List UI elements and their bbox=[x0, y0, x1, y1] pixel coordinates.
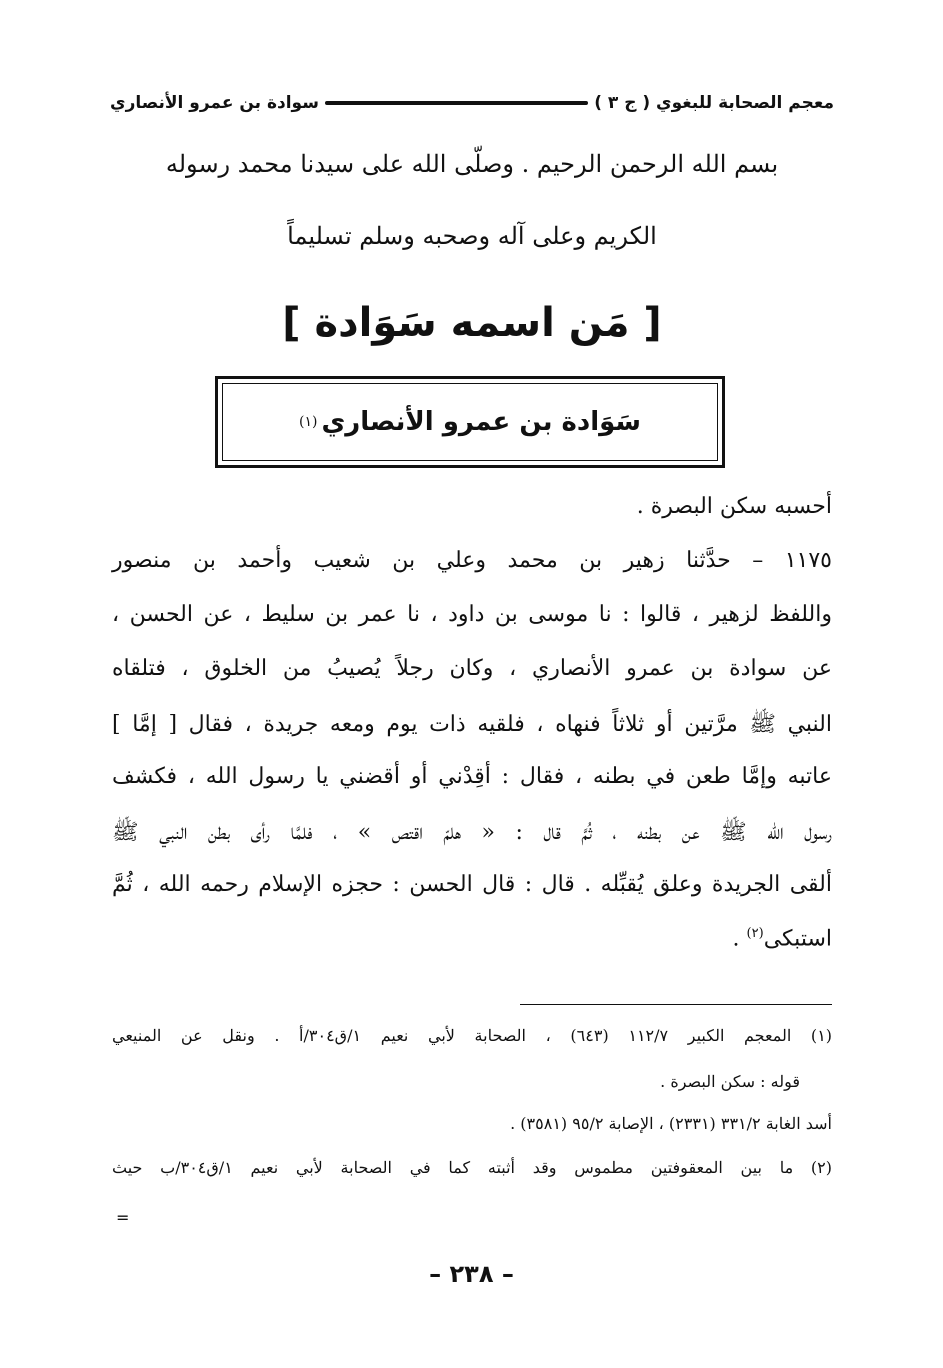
footnote-1-line-3: أسد الغابة ٣٣١/٢ (٢٣٣١) ، الإصابة ٩٥/٢ (٣٥٨١) . bbox=[510, 1114, 832, 1133]
basmala-line-2: الكريم وعلى آله وصحبه وسلم تسليماً bbox=[287, 222, 657, 250]
footnote-1-line-1: (١) المعجم الكبير ١١٢/٧ (٦٤٣) ، الصحابة لأبي نعيم ١/ق٣٠٤/أ . ونقل عن المنيعي bbox=[112, 1026, 833, 1045]
body-line: عاتبه وإمَّا طعن في بطنه ، فقال : أقِدْني أو أقضني يا رسول الله ، فكشف bbox=[112, 764, 832, 789]
body-last-line bbox=[112, 926, 832, 966]
footnote-2-line-1: (٢) ما بين المعقوفتين مطموس وقد أثبته كما في الصحابة لأبي نعيم ١/ق٣٠٤/ب حيث bbox=[112, 1158, 832, 1177]
entry-title-box bbox=[215, 376, 725, 468]
running-header bbox=[110, 88, 834, 118]
body-line: أحسبه سكن البصرة . bbox=[636, 494, 832, 519]
body-line: واللفظ لزهير ، قالوا : نا موسى بن داود ، نا عمر بن سليط ، عن الحسن ، bbox=[112, 602, 832, 627]
entry-name: سَوَادة بن عمرو الأنصاري bbox=[321, 407, 641, 437]
basmala-line-1: بسم الله الرحمن الرحيم . وصلّى الله على سيدنا محمد رسوله bbox=[165, 150, 779, 178]
body-line: استبكى bbox=[763, 926, 832, 952]
entry-title-inner-frame bbox=[222, 383, 718, 461]
body-line: ١١٧٥ – حدَّثنا زهير بن محمد وعلي بن شعيب وأحمد بن منصور bbox=[112, 548, 832, 573]
page-number: – ٢٣٨ – bbox=[429, 1260, 514, 1288]
body-line: عن سوادة بن عمرو الأنصاري ، وكان رجلاً يُصيبُ من الخلوق ، فتلقاه bbox=[112, 656, 832, 681]
body-line: النبي ﷺ مرَّتين أو ثلاثاً فنهاه ، فلقيه ذات يوم ومعه جريدة ، فقال [ إمَّا ] bbox=[112, 712, 832, 737]
section-title: [ مَن اسمه سَوَادة ] bbox=[282, 300, 662, 346]
body-line: ألقى الجريدة وعلق يُقبِّله . قال : قال الحسن : حجزه الإسلام رحمه الله ، ثُمَّ bbox=[112, 872, 832, 897]
continuation-mark: = bbox=[116, 1208, 130, 1227]
header-subject: سوادة بن عمرو الأنصاري bbox=[110, 93, 319, 113]
footnote-1-line-2: قوله : سكن البصرة . bbox=[660, 1072, 800, 1091]
book-title: معجم الصحابة للبغوي ( ج ٣ ) bbox=[594, 93, 834, 113]
body-line-tail: . bbox=[732, 926, 740, 952]
body-line: رسول الله ﷺ عن بطنه ، ثُمَّ قال : « هلمّ اقتص » ، فلمَّا رأى بطن النبي ﷺ bbox=[112, 820, 832, 845]
footnote-separator bbox=[520, 1004, 832, 1005]
footnote-ref-2: (٢) bbox=[746, 926, 764, 941]
entry-footnote-ref: (١) bbox=[299, 414, 318, 430]
header-rule bbox=[325, 101, 588, 105]
